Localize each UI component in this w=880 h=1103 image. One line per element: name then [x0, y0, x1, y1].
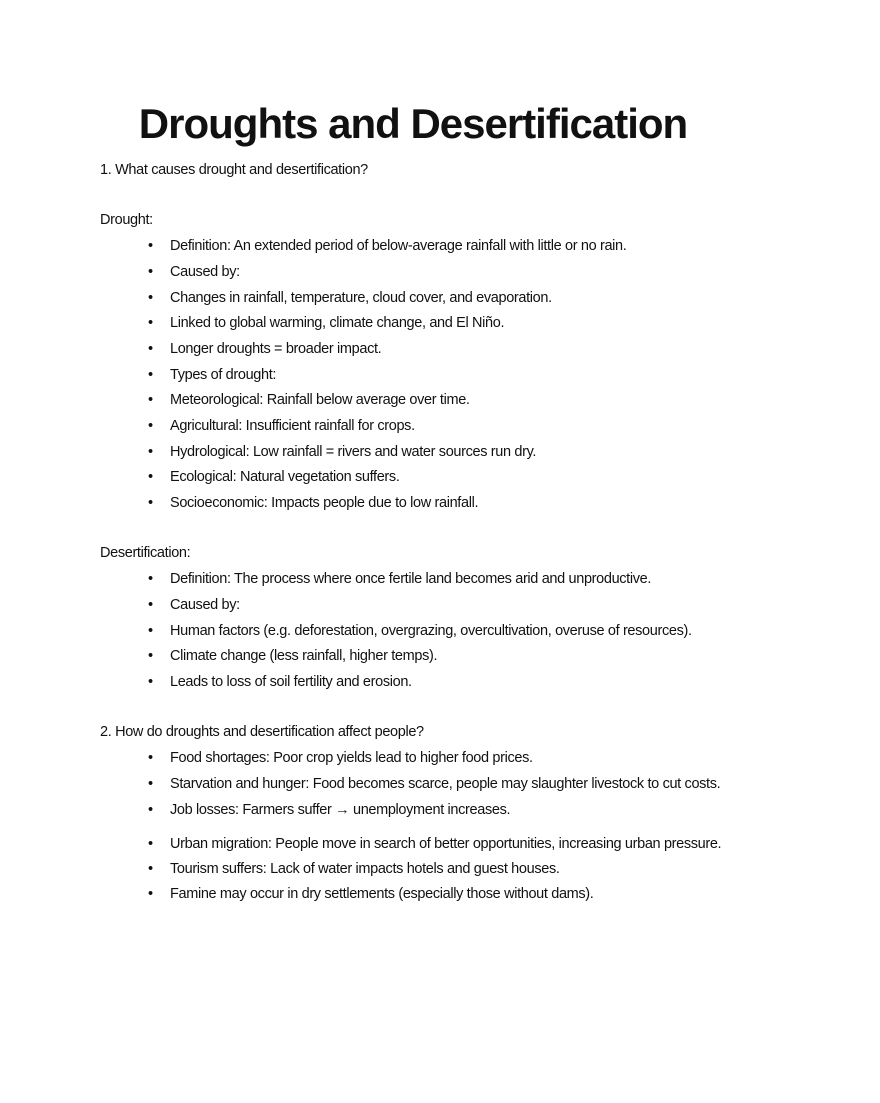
list-item-text: Tourism suffers: Lack of water impacts hotels and guest houses.	[170, 861, 560, 877]
bullet-icon: •	[148, 802, 153, 818]
bullet-icon: •	[148, 571, 153, 587]
bullet-icon: •	[148, 750, 153, 766]
bullet-icon: •	[148, 392, 153, 408]
bullet-icon: •	[148, 648, 153, 664]
list-item-text: Agricultural: Insufficient rainfall for crops.	[170, 418, 415, 434]
bullet-icon: •	[148, 836, 153, 852]
bullet-icon: •	[148, 623, 153, 639]
list-item-text: Socioeconomic: Impacts people due to low rainfall.	[170, 495, 479, 511]
list-item-text: Ecological: Natural vegetation suffers.	[170, 469, 400, 485]
drought-heading: Drought:	[100, 212, 153, 228]
list-item-text: Changes in rainfall, temperature, cloud cover, and evaporation.	[170, 290, 552, 306]
page-title: Droughts and Desertification	[138, 100, 688, 147]
question-1: 1. What causes drought and desertification?	[100, 162, 368, 178]
list-item-text: Meteorological: Rainfall below average over time.	[170, 392, 470, 408]
bullet-icon: •	[148, 290, 153, 306]
list-item-text: Job losses: Farmers suffer → unemployment increases.	[170, 802, 511, 818]
list-item-text: Urban migration: People move in search of better opportunities, increasing urban pressure.	[170, 836, 722, 852]
bullet-icon: •	[148, 367, 153, 383]
list-item-text: Climate change (less rainfall, higher temps).	[170, 648, 438, 664]
list-item-text: Definition: An extended period of below-average rainfall with little or no rain.	[170, 238, 627, 254]
list-item-text: Longer droughts = broader impact.	[170, 341, 382, 357]
list-item-text: Hydrological: Low rainfall = rivers and water sources run dry.	[170, 444, 537, 460]
list-item-text: Starvation and hunger: Food becomes scarce, people may slaughter livestock to cut costs.	[170, 776, 721, 792]
bullet-icon: •	[148, 238, 153, 254]
bullet-icon: •	[148, 886, 153, 902]
desertification-heading: Desertification:	[100, 545, 191, 561]
list-item-text: Types of drought:	[170, 367, 277, 383]
bullet-icon: •	[148, 315, 153, 331]
list-item-text: Leads to loss of soil fertility and erosion.	[170, 674, 412, 690]
list-item-text: Caused by:	[170, 264, 240, 280]
bullet-icon: •	[148, 776, 153, 792]
bullet-icon: •	[148, 264, 153, 280]
bullet-icon: •	[148, 341, 153, 357]
list-item-text: Definition: The process where once fertile land becomes arid and unproductive.	[170, 571, 652, 587]
list-item-text: Caused by:	[170, 597, 240, 613]
bullet-icon: •	[148, 469, 153, 485]
bullet-icon: •	[148, 418, 153, 434]
bullet-icon: •	[148, 597, 153, 613]
bullet-icon: •	[148, 444, 153, 460]
list-item-text: Human factors (e.g. deforestation, overgrazing, overcultivation, overuse of resources).	[170, 623, 692, 639]
bullet-icon: •	[148, 495, 153, 511]
bullet-icon: •	[148, 861, 153, 877]
list-item-text: Famine may occur in dry settlements (especially those without dams).	[170, 886, 594, 902]
list-item-text: Food shortages: Poor crop yields lead to higher food prices.	[170, 750, 533, 766]
question-2: 2. How do droughts and desertification affect people?	[100, 724, 424, 740]
list-item-text: Linked to global warming, climate change, and El Niño.	[170, 315, 505, 331]
bullet-icon: •	[148, 674, 153, 690]
